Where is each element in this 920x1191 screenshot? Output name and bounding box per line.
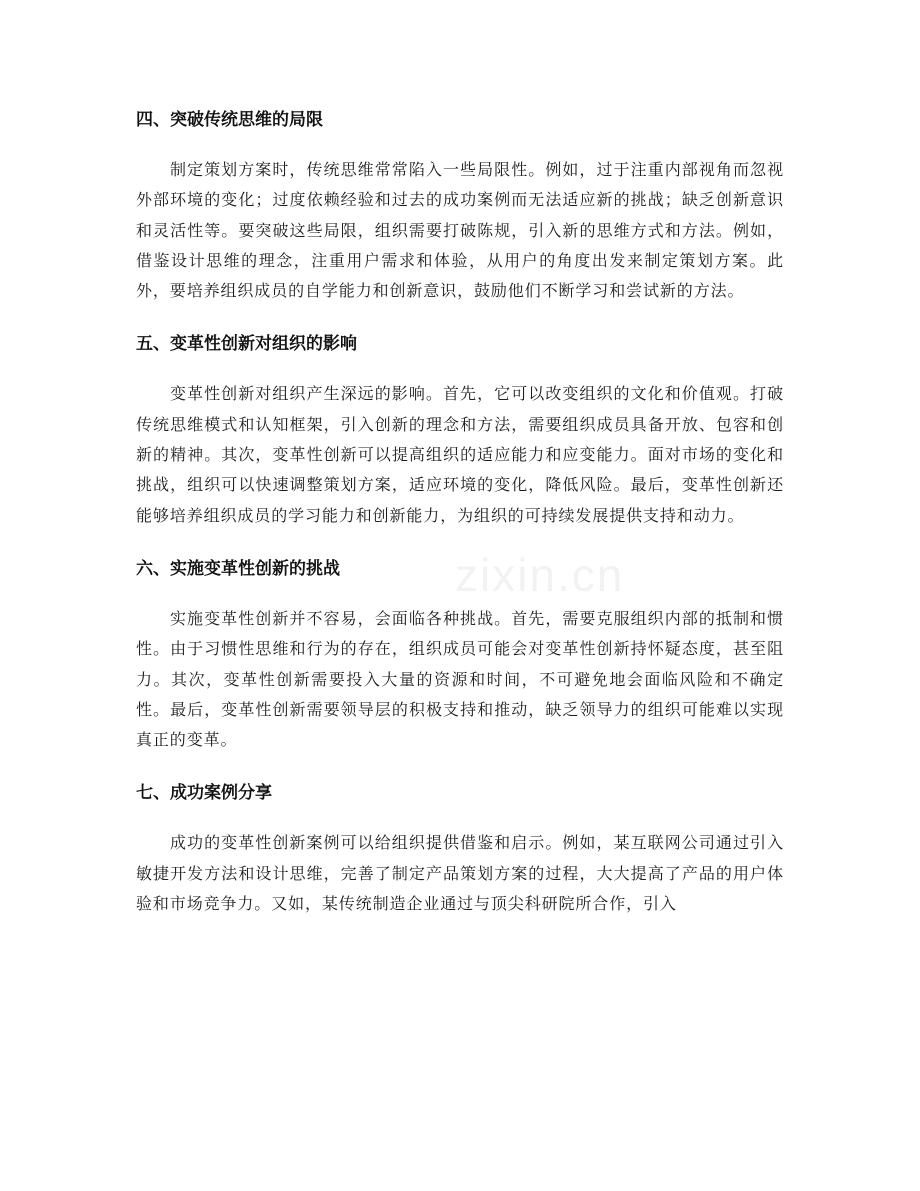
document-body [136, 103, 784, 940]
section-paragraph: 成功的变革性创新案例可以给组织提供借鉴和启示。例如，某互联网公司通过引入敏捷开发方法和设计思维，完善了制定产品策划方案的过程，大大提高了产品的用户体验和市场竞争力。又如，某传统制造企业通过与顶尖科研院所合作，引入 [136, 833, 784, 914]
section-heading: 六、实施变革性创新的挑战 [136, 558, 340, 579]
section-7 [136, 776, 784, 919]
section-4 [136, 103, 784, 306]
section-heading: 五、变革性创新对组织的影响 [136, 334, 357, 355]
section-heading: 七、成功案例分享 [136, 783, 272, 804]
watermark: zixin.cn [455, 549, 625, 601]
section-paragraph: 实施变革性创新并不容易，会面临各种挑战。首先，需要克服组织内部的抵制和惯性。由于习惯性思维和行为的存在，组织成员可能会对变革性创新持怀疑态度，甚至阻力。其次，变革性创新需要投入大量的资源和时间，不可避免地会面临风险和不确定性。最后，变革性创新需要领导层的积极支持和推动，缺乏领导力的组织可能难以实现真正的变革。 [136, 608, 784, 750]
section-5 [136, 327, 784, 530]
section-heading: 四、突破传统思维的局限 [136, 110, 323, 130]
section-6 [136, 552, 784, 755]
section-paragraph: 变革性创新对组织产生深远的影响。首先，它可以改变组织的文化和价值观。打破传统思维模式和认知框架，引入创新的理念和方法，需要组织成员具备开放、包容和创新的精神。其次，变革性创新可以提高组织的适应能力和应变能力。面对市场的变化和挑战，组织可以快速调整策划方案，适应环境的变化，降低风险。最后，变革性创新还能够培养组织成员的学习能力和创新能力，为组织的可持续发展提供支持和动力。 [136, 384, 784, 525]
section-paragraph: 制定策划方案时，传统思维常常陷入一些局限性。例如，过于注重内部视角而忽视外部环境的变化；过度依赖经验和过去的成功案例而无法适应新的挑战；缺乏创新意识和灵活性等。要突破这些局限，组织需要打破陈规，引入新的思维方式和方法。例如，借鉴设计思维的理念，注重用户需求和体验，从用户的角度出发来制定策划方案。此外，要培养组织成员的自学能力和创新意识，鼓励他们不断学习和尝试新的方法。 [136, 160, 784, 301]
